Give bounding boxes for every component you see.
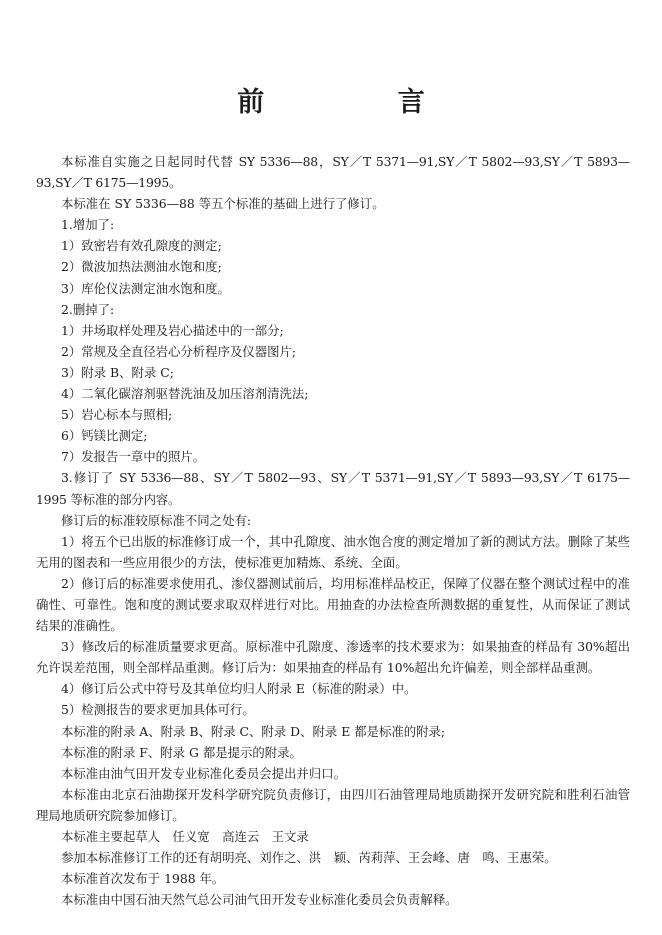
list-item: 4）修订后公式中符号及其单位均归人附录 E（标准的附录）中。 — [61, 681, 417, 697]
list-item: 7）发报告一章中的照片。 — [61, 449, 206, 465]
paragraph: 本标准自实施之日起同时代替 SY 5336—88，SY／T 5371—91,SY／T 5802—93,SY／T 5893—93,SY／T 6175—1995。 — [36, 154, 630, 191]
paragraph: 1.增加了: — [61, 217, 115, 233]
list-item: 1）井场取样处理及岩心描述中的一部分; — [61, 322, 284, 338]
document-body — [36, 151, 630, 910]
paragraph: 本标准由北京石油勘探开发科学研究院负责修订，由四川石油管理局地质勘探开发研究院和胜利石油管理局地质研究院参加修订。 — [36, 786, 630, 823]
paragraph: 本标准的附录 F、附录 G 都是提示的附录。 — [61, 744, 302, 760]
paragraph: 本标准首次发布于 1988 年。 — [61, 871, 225, 887]
list-item: 2）修订后的标准要求使用孔、渗仪器测试前后，均用标准样品校正，保障了仪器在整个测试过程中的准确性、可靠性。饱和度的测试要求取双样进行对比。用抽查的办法检查所测数据的重复性，从而保证了测试结果的准确性。 — [36, 575, 630, 634]
list-item: 1）将五个已出版的标准修订成一个，其中孔隙度、油水饱合度的测定增加了新的测试方法。删除了某些无用的图表和一些应用很少的方法，使标准更加精炼、系统、全面。 — [36, 533, 630, 570]
list-item: 3）修改后的标准质量要求更高。原标准中孔隙度、渗透率的技术要求为：如果抽查的样品有 30%超出允许误差范围，则全部样品重测。修订后为：如果抽查的样品有 10%超出允许偏差，则全部样品重测。 — [36, 639, 630, 676]
paragraph: 3.修订了 SY 5336—88、SY／T 5802—93、SY／T 5371—91,SY／T 5893—93,SY／T 6175—1995 等标准的部分内容。 — [36, 470, 630, 507]
list-item: 5）检测报告的要求更加具体可行。 — [61, 702, 255, 718]
paragraph: 本标准主要起草人 任义宽 高连云 王文录 — [61, 829, 309, 844]
list-item: 2）微波加热法测油水饱和度; — [61, 259, 222, 275]
list-item: 3）库伦仪法测定油水饱和度。 — [61, 280, 230, 296]
paragraph: 本标准的附录 A、附录 B、附录 C、附录 D、附录 E 都是标准的附录; — [61, 723, 446, 739]
list-item: 2）常规及全直径岩心分析程序及仪器图片; — [61, 343, 297, 359]
list-item: 3）附录 B、附录 C; — [61, 364, 174, 380]
page-title: 前 言 — [237, 87, 487, 118]
paragraph: 本标准由油气田开发专业标准化委员会提出并归口。 — [61, 765, 346, 781]
list-item: 5）岩心标本与照相; — [61, 407, 173, 423]
paragraph: 本标准由中国石油天然气总公司油气田开发专业标准化委员会负责解释。 — [61, 892, 458, 908]
list-item: 4）二氧化碳溶剂驱替洗油及加压溶剂清洗法; — [61, 386, 309, 402]
paragraph: 本标准在 SY 5336—88 等五个标准的基础上进行了修订。 — [61, 196, 385, 212]
paragraph: 2.删掉了: — [61, 301, 115, 317]
paragraph: 修订后的标准较原标准不同之处有: — [61, 512, 252, 528]
list-item: 1）致密岩有效孔隙度的测定; — [61, 238, 222, 254]
list-item: 6）钙镁比测定; — [61, 428, 148, 444]
paragraph: 参加本标准修订工作的还有胡明亮、刘作之、洪 颖、芮莉萍、王会峰、唐 鸣、王惠荣。 — [61, 850, 557, 866]
